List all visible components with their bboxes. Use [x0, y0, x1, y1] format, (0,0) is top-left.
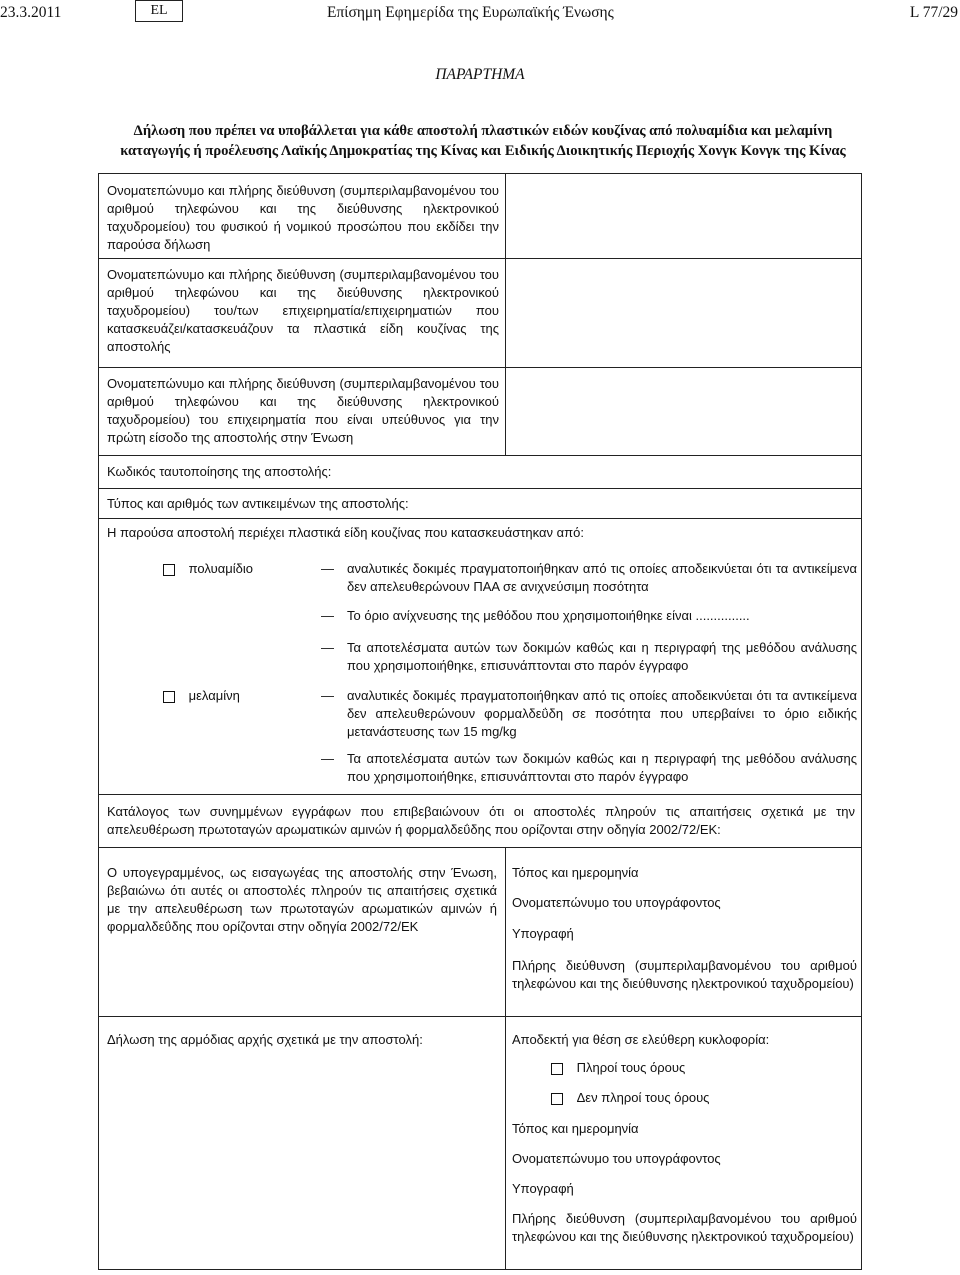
authority-signature: Υπογραφή: [512, 1181, 574, 1196]
page-header: [0, 0, 960, 28]
language-code: EL: [150, 3, 168, 18]
meets-option[interactable]: [551, 1060, 685, 1075]
importer-signatory-name: Ονοματεπώνυμο του υπογράφοντος: [512, 895, 721, 910]
documents-list-label: Κατάλογος των συνημμένων εγγράφων που επιβεβαιώνουν ότι οι αποστολές πληρούν τις απαιτήσεις σχετικά με την απελευθέρωση πρωτοταγών αρωματικών αμινών ή φορμαλδεΰδης που ορίζονται στην οδηγία 2002/72/ΕΚ:: [107, 804, 855, 837]
melamine-option[interactable]: [163, 688, 240, 703]
importer-signature: Υπογραφή: [512, 926, 574, 941]
importer-label: Ονοματεπώνυμο και πλήρης διεύθυνση (συμπεριλαμβανομένου του αριθμού τηλεφώνου και της διεύθυνσης ηλεκτρονικού ταχυδρομείου) του επιχειρηματία που είναι υπεύθυνος για την πρώτη είσοδο της αποστολής στην Ένωση: [107, 376, 499, 445]
consignment-id-label: Κωδικός ταυτοποίησης της αποστολής:: [107, 464, 332, 479]
importer-place-date: Τόπος και ημερομηνία: [512, 865, 639, 880]
divider: [99, 258, 861, 259]
items-type-label: Τύπος και αριθμός των αντικειμένων της αποστολής:: [107, 496, 409, 511]
manufacturer-label: Ονοματεπώνυμο και πλήρης διεύθυνση (συμπεριλαμβανομένου του αριθμού τηλεφώνου και της διεύθυνσης ηλεκτρονικού ταχυδρομείου) του/των επιχειρηματία/επιχειρηματιών που κατασκευάζει/κατασκευάζουν τα πλαστικά είδη κουζίνας της αποστολής: [107, 267, 499, 354]
importer-declaration: Ο υπογεγραμμένος, ως εισαγωγέας της αποστολής στην Ένωση, βεβαιώνω ότι αυτές οι αποστολές πληρούν τις απαιτήσεις σχετικά με την απελευθέρωση των πρωτοταγών αρωματικών αμινών ή φορμαλδεΰδης που ορίζονται στην οδηγία 2002/72/ΕΚ: [107, 865, 497, 934]
melamine-checkbox[interactable]: [163, 691, 175, 703]
column-divider-bottom: [505, 847, 506, 1269]
page-number: L 77/29: [909, 4, 958, 21]
header-date: 23.3.2011: [0, 4, 62, 21]
divider: [99, 1016, 861, 1017]
melamine-statement-2: [321, 750, 857, 790]
polyamide-statement-2: [321, 607, 857, 627]
dash: —: [321, 640, 334, 655]
acceptable-label: Αποδεκτή για θέση σε ελεύθερη κυκλοφορία:: [512, 1032, 770, 1047]
issuer-label: Ονοματεπώνυμο και πλήρης διεύθυνση (συμπεριλαμβανομένου του αριθμού τηλεφώνου και της διεύθυνσης ηλεκτρονικού ταχυδρομείου) του φυσικού ή νομικού προσώπου που εκδίδει την παρούσα δήλωση: [107, 183, 499, 252]
column-divider-top: [505, 174, 506, 455]
dash: —: [321, 561, 334, 576]
meets-checkbox[interactable]: [551, 1063, 563, 1075]
polyamide-label: πολυαμίδιο: [188, 561, 253, 576]
statement-text: αναλυτικές δοκιμές πραγματοποιήθηκαν από τις οποίες αποδεικνύεται ότι τα αντικείμενα δεν απελευθερώνουν φορμαλδεΰδη σε ποσότητα που υπερβαίνει το όριο ειδικής μετανάστευσης των 15 mg/kg: [347, 688, 857, 739]
authority-full-address: Πλήρης διεύθυνση (συμπεριλαμβανομένου του αριθμού τηλεφώνου και της διεύθυνσης ηλεκτρονικού ταχυδρομείου): [512, 1211, 857, 1244]
authority-signatory-name: Ονοματεπώνυμο του υπογράφοντος: [512, 1151, 721, 1166]
language-code-box: [135, 0, 183, 22]
statement-text: Τα αποτελέσματα αυτών των δοκιμών καθώς και η περιγραφή της μεθόδου ανάλυσης που χρησιμοποιήθηκε, επισυνάπτονται στο παρόν έγγραφο: [347, 640, 857, 673]
declaration-form: [98, 173, 862, 1270]
not-meets-option[interactable]: [551, 1090, 709, 1105]
statement-text: Το όριο ανίχνευσης της μεθόδου που χρησιμοποιήθηκε είναι ...............: [347, 608, 750, 623]
contains-label: Η παρούσα αποστολή περιέχει πλαστικά είδη κουζίνας που κατασκευάστηκαν από:: [107, 525, 584, 540]
polyamide-option[interactable]: [163, 561, 253, 576]
authority-place-date: Τόπος και ημερομηνία: [512, 1121, 639, 1136]
annex-title: ΠΑΡΑΡΤΗΜΑ: [435, 66, 525, 83]
polyamide-statement-3: [321, 639, 857, 679]
authority-declaration-label: Δήλωση της αρμόδιας αρχής σχετικά με την αποστολή:: [107, 1032, 423, 1047]
divider: [99, 847, 861, 848]
dash: —: [321, 751, 334, 766]
meets-label: Πληροί τους όρους: [576, 1060, 686, 1075]
divider: [99, 367, 861, 368]
statement-text: Τα αποτελέσματα αυτών των δοκιμών καθώς και η περιγραφή της μεθόδου ανάλυσης που χρησιμοποιήθηκε, επισυνάπτονται στο παρόν έγγραφο: [347, 751, 857, 784]
melamine-label: μελαμίνη: [188, 688, 240, 703]
statement-text: αναλυτικές δοκιμές πραγματοποιήθηκαν από τις οποίες αποδεικνύεται ότι τα αντικείμενα δεν απελευθερώνουν ΠΑΑ σε ανιχνεύσιμη ποσότητα: [347, 561, 857, 594]
divider: [99, 518, 861, 519]
declaration-title: Δήλωση που πρέπει να υποβάλλεται για κάθε αποστολή πλαστικών ειδών κουζίνας από πολυαμίδια και μελαμίνη καταγωγής ή προέλευσης Λαϊκής Δημοκρατίας της Κίνας και Ειδικής Διοικητικής Περιοχής Χονγκ Κονγκ της Κίνας: [120, 123, 846, 159]
journal-title: Επίσημη Εφημερίδα της Ευρωπαϊκής Ένωσης: [327, 4, 614, 21]
not-meets-checkbox[interactable]: [551, 1093, 563, 1105]
polyamide-statement-1: [321, 560, 857, 600]
dash: —: [321, 608, 334, 623]
divider: [99, 794, 861, 795]
polyamide-checkbox[interactable]: [163, 564, 175, 576]
dash: —: [321, 688, 334, 703]
divider: [99, 455, 861, 456]
not-meets-label: Δεν πληροί τους όρους: [576, 1090, 710, 1105]
importer-full-address: Πλήρης διεύθυνση (συμπεριλαμβανομένου του αριθμού τηλεφώνου και της διεύθυνσης ηλεκτρονικού ταχυδρομείου): [512, 958, 857, 991]
melamine-statement-1: [321, 687, 857, 745]
divider: [99, 488, 861, 489]
